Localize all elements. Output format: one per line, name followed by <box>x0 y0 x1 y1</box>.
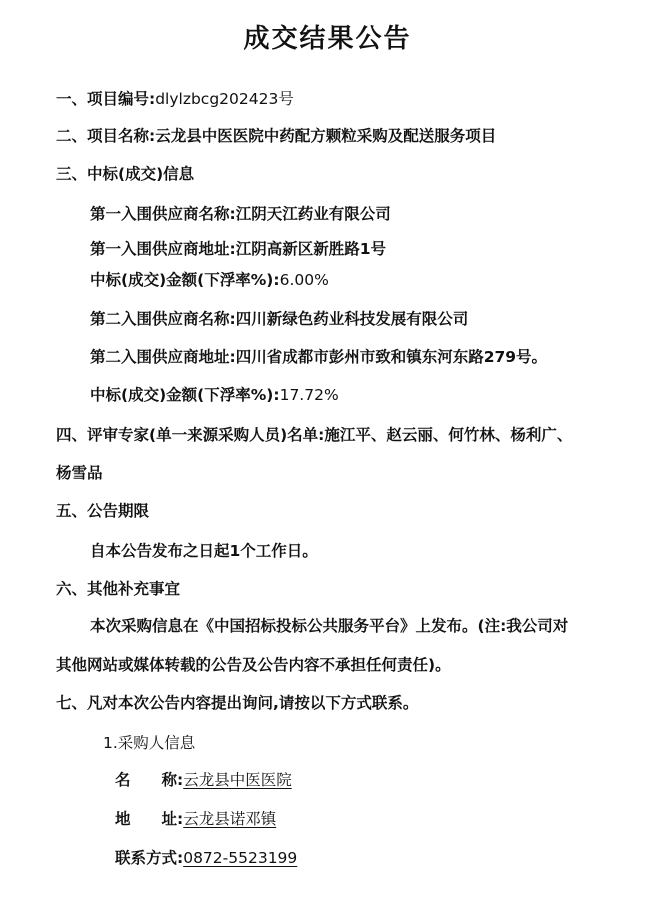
supplementary-line-1: 本次采购信息在《中国招标投标公共服务平台》上发布。(注:我公司对 <box>90 617 569 635</box>
purchaser-address-row <box>115 807 276 829</box>
second-supplier-amount-value: 17.72% <box>279 386 339 404</box>
project-name-value: 云龙县中医医院中药配方颗粒采购及配送服务项目 <box>155 127 497 145</box>
purchaser-contact-label: 联系方式: <box>115 849 184 867</box>
first-supplier-amount-value: 6.00% <box>279 271 329 289</box>
purchaser-contact-value: 0872-5523199 <box>183 849 298 867</box>
award-info-heading: 三、中标(成交)信息 <box>56 165 195 183</box>
page-title: 成交结果公告 <box>243 24 412 54</box>
second-supplier-address-row <box>90 345 547 367</box>
notice-period-text: 自本公告发布之日起1个工作日。 <box>90 542 318 560</box>
first-supplier-name-label: 第一入围供应商名称: <box>90 205 236 223</box>
first-supplier-name-value: 江阴天江药业有限公司 <box>235 205 391 223</box>
first-supplier-amount-label: 中标(成交)金额(下浮率%): <box>90 271 280 289</box>
first-supplier-address-label: 第一入围供应商地址: <box>90 240 236 258</box>
first-supplier-amount-row <box>90 268 329 290</box>
second-supplier-address-label: 第二入围供应商地址: <box>90 348 236 366</box>
second-supplier-name-row <box>90 307 468 329</box>
project-name-row <box>56 124 496 146</box>
first-supplier-address-value: 江阴高新区新胜路1号 <box>235 240 386 258</box>
purchaser-info-subheading: 1.采购人信息 <box>103 734 196 752</box>
purchaser-name-label: 名 称: <box>115 771 184 789</box>
second-supplier-address-value: 四川省成都市彭州市致和镇东河东路279号。 <box>235 348 548 366</box>
supplementary-line-2: 其他网站或媒体转载的公告及公告内容不承担任何责任)。 <box>56 656 451 674</box>
project-name-label: 二、项目名称: <box>56 127 156 145</box>
purchaser-name-row <box>115 768 292 790</box>
purchaser-address-label: 地 址: <box>115 810 184 828</box>
project-number-row <box>56 87 294 109</box>
first-supplier-name-row <box>90 202 391 224</box>
second-supplier-amount-label: 中标(成交)金额(下浮率%): <box>90 386 280 404</box>
project-number-value: dlylzbcg202423号 <box>155 90 294 108</box>
project-number-label: 一、项目编号: <box>56 90 156 108</box>
second-supplier-amount-row <box>90 383 339 405</box>
purchaser-contact-row <box>115 846 297 868</box>
second-supplier-name-label: 第二入围供应商名称: <box>90 310 236 328</box>
supplementary-heading: 六、其他补充事宜 <box>56 580 181 598</box>
purchaser-address-value: 云龙县诺邓镇 <box>183 810 277 828</box>
contact-heading: 七、凡对本次公告内容提出询问,请按以下方式联系。 <box>56 694 419 712</box>
second-supplier-name-value: 四川新绿色药业科技发展有限公司 <box>235 310 469 328</box>
experts-line-2: 杨雪品 <box>56 464 103 482</box>
notice-period-heading: 五、公告期限 <box>56 502 150 520</box>
purchaser-name-value: 云龙县中医医院 <box>183 771 292 789</box>
experts-line-1: 四、评审专家(单一来源采购人员)名单:施江平、赵云丽、何竹林、杨利广、 <box>56 426 573 444</box>
first-supplier-address-row <box>90 237 386 259</box>
